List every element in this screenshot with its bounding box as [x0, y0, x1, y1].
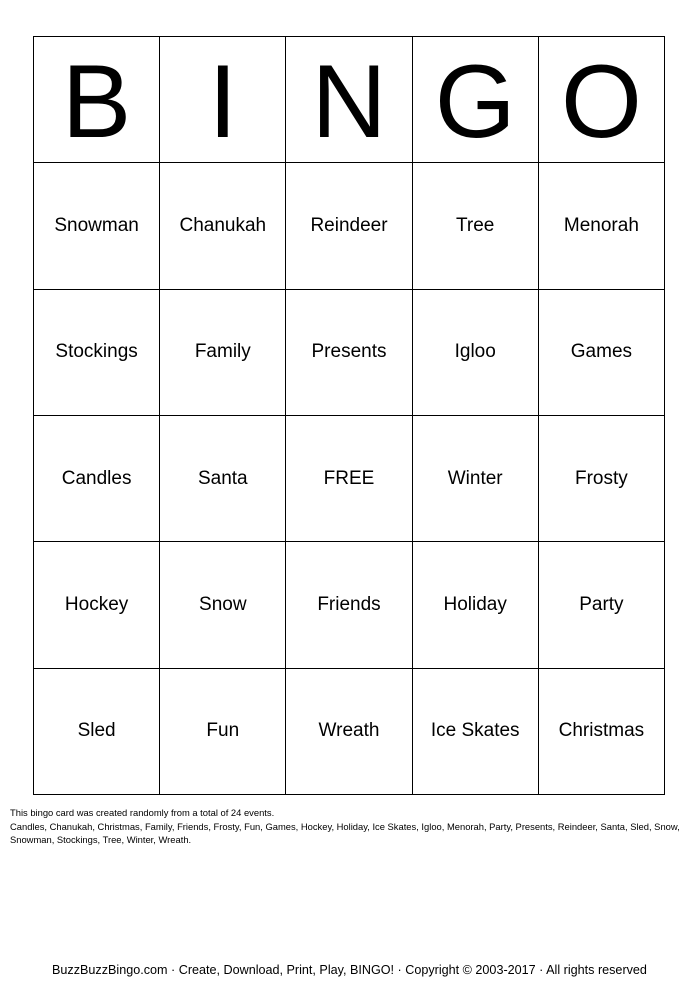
bingo-cell: Snowman [34, 163, 160, 289]
bingo-cell: Friends [286, 542, 412, 668]
bingo-cell: Tree [413, 163, 539, 289]
bingo-cell: Igloo [413, 290, 539, 416]
card-info [10, 806, 692, 847]
header-letter-b: B [34, 37, 160, 163]
bingo-cell: Santa [160, 416, 286, 542]
bingo-cell: Ice Skates [413, 669, 539, 795]
header-letter-i: I [160, 37, 286, 163]
card-summary: This bingo card was created randomly from a total of 24 events. [10, 807, 275, 818]
bingo-cell: Reindeer [286, 163, 412, 289]
bingo-cell: Presents [286, 290, 412, 416]
bingo-cell: Sled [34, 669, 160, 795]
bingo-cell: Fun [160, 669, 286, 795]
footer-copyright: BuzzBuzzBingo.com · Create, Download, Print, Play, BINGO! · Copyright © 2003-2017 · All rights reserved [52, 963, 647, 977]
bingo-cell: Party [539, 542, 665, 668]
bingo-cell: Candles [34, 416, 160, 542]
bingo-cell: Menorah [539, 163, 665, 289]
header-letter-g: G [413, 37, 539, 163]
bingo-cell: Frosty [539, 416, 665, 542]
header-letter-o: O [539, 37, 665, 163]
bingo-cell: Winter [413, 416, 539, 542]
bingo-cell: Hockey [34, 542, 160, 668]
bingo-cell: Snow [160, 542, 286, 668]
bingo-cell: Holiday [413, 542, 539, 668]
bingo-cell: Wreath [286, 669, 412, 795]
bingo-card [33, 36, 665, 795]
bingo-cell: Christmas [539, 669, 665, 795]
bingo-cell: Stockings [34, 290, 160, 416]
bingo-cell: Family [160, 290, 286, 416]
free-space-cell: FREE [286, 416, 412, 542]
event-list: Candles, Chanukah, Christmas, Family, Friends, Frosty, Fun, Games, Hockey, Holiday, Ice Skates, Igloo, Menorah, Party, Presents, Reindeer, Santa, Sled, Snow, Snowman, Stockings, Tree, Winter, Wreath. [10, 820, 680, 845]
bingo-cell: Games [539, 290, 665, 416]
header-letter-n: N [286, 37, 412, 163]
bingo-cell: Chanukah [160, 163, 286, 289]
